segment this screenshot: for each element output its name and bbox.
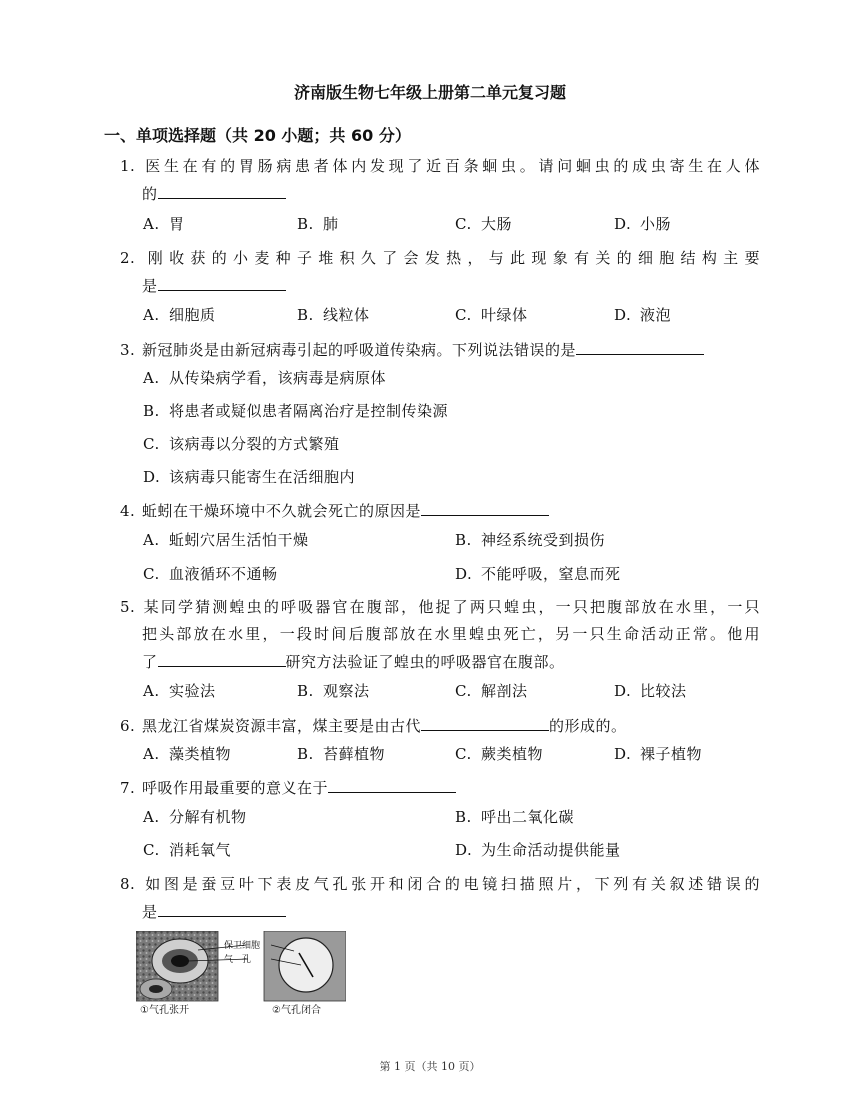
question-number: 3. — [120, 341, 136, 359]
stoma-closed-image — [264, 931, 346, 1001]
stoma-open-image — [136, 931, 218, 1001]
question-stem: 如图是蚕豆叶下表皮气孔张开和闭合的电镜扫描照片，下列有关叙述错误的 — [142, 875, 760, 893]
option-b[interactable]: B. 线粒体 — [297, 306, 370, 324]
answer-blank[interactable] — [158, 898, 286, 917]
question-number: 7. — [120, 779, 136, 797]
question-stem: 医生在有的胃肠病患者体内发现了近百条蛔虫。请问蛔虫的成虫寄生在人体 — [142, 157, 760, 175]
option-c[interactable]: C. 血液循环不通畅 — [143, 565, 278, 583]
option-c[interactable]: C. 叶绿体 — [455, 306, 528, 324]
option-b[interactable]: B. 呼出二氧化碳 — [455, 808, 575, 826]
question-stem: 刚收获的小麦种子堆积久了会发热，与此现象有关的细胞结构主要 — [142, 249, 760, 267]
question-2 — [120, 245, 760, 300]
option-a[interactable]: A. 蚯蚓穴居生活怕干燥 — [143, 531, 309, 549]
option-a[interactable]: A. 藻类植物 — [143, 745, 232, 763]
option-d[interactable]: D. 为生命活动提供能量 — [455, 841, 621, 859]
question-stem: 新冠肺炎是由新冠病毒引起的呼吸道传染病。下列说法错误的是 — [142, 341, 577, 359]
option-a[interactable]: A. 实验法 — [143, 682, 216, 700]
answer-blank[interactable] — [421, 497, 549, 516]
option-d[interactable]: D. 比较法 — [614, 682, 687, 700]
caption-open: ①气孔张开 — [140, 1005, 189, 1016]
label-stoma: 气 孔 — [224, 955, 252, 965]
question-number: 2. — [120, 249, 136, 267]
question-6 — [120, 712, 760, 740]
option-d[interactable]: D. 该病毒只能寄生在活细胞内 — [143, 468, 356, 486]
answer-blank[interactable] — [328, 774, 456, 793]
option-b[interactable]: B. 将患者或疑似患者隔离治疗是控制传染源 — [143, 402, 449, 420]
question-stem: 黑龙江省煤炭资源丰富，煤主要是由古代 — [142, 717, 422, 735]
option-b[interactable]: B. 观察法 — [297, 682, 370, 700]
page-footer: 第 1 页（共 10 页） — [379, 1060, 481, 1073]
question-stem-cont: 研究方法验证了蝗虫的呼吸器官在腹部。 — [285, 653, 565, 671]
question-stem-cont: 把头部放在水里，一段时间后腹部放在水里蝗虫死亡，另一只生命活动正常。他用 — [142, 625, 760, 643]
option-d[interactable]: D. 液泡 — [614, 306, 672, 324]
question-8 — [120, 871, 760, 926]
option-c[interactable]: C. 大肠 — [455, 215, 513, 233]
question-number: 6. — [120, 717, 136, 735]
question-stem-cont: 是 — [142, 903, 158, 921]
caption-closed: ②气孔闭合 — [272, 1005, 321, 1016]
question-5 — [120, 594, 760, 676]
option-a[interactable]: A. 从传染病学看，该病毒是病原体 — [143, 369, 387, 387]
label-guard-cell: 保卫细胞 — [224, 941, 261, 951]
question-stem: 某同学猜测蝗虫的呼吸器官在腹部，他捉了两只蝗虫，一只把腹部放在水里，一只 — [142, 598, 760, 616]
question-4 — [120, 497, 760, 525]
question-number: 4. — [120, 502, 136, 520]
option-c[interactable]: C. 蕨类植物 — [455, 745, 544, 763]
option-c[interactable]: C. 消耗氧气 — [143, 841, 232, 859]
option-a[interactable]: A. 细胞质 — [143, 306, 216, 324]
option-d[interactable]: D. 小肠 — [614, 215, 672, 233]
answer-blank[interactable] — [158, 272, 286, 291]
option-a[interactable]: A. 分解有机物 — [143, 808, 247, 826]
question-stem-cont: 的 — [142, 185, 158, 203]
question-stem-cont: 了 — [142, 653, 158, 671]
question-number: 5. — [120, 598, 136, 616]
question-stem-cont: 的形成的。 — [549, 717, 627, 735]
stomata-figure — [136, 931, 346, 1017]
option-d[interactable]: D. 不能呼吸，窒息而死 — [455, 565, 621, 583]
question-stem: 呼吸作用最重要的意义在于 — [142, 779, 329, 797]
question-7 — [120, 774, 760, 802]
option-b[interactable]: B. 神经系统受到损伤 — [455, 531, 606, 549]
question-number: 1. — [120, 157, 136, 175]
answer-blank[interactable] — [158, 180, 286, 199]
section-heading: 一、单项选择题（共 20 小题；共 60 分） — [104, 126, 411, 145]
answer-blank[interactable] — [576, 336, 704, 355]
question-stem-cont: 是 — [142, 277, 158, 295]
answer-blank[interactable] — [158, 648, 286, 667]
question-stem: 蚯蚓在干燥环境中不久就会死亡的原因是 — [142, 502, 422, 520]
question-number: 8. — [120, 875, 136, 893]
question-3 — [120, 336, 760, 364]
option-a[interactable]: A. 胃 — [143, 215, 185, 233]
option-b[interactable]: B. 苔藓植物 — [297, 745, 386, 763]
option-c[interactable]: C. 该病毒以分裂的方式繁殖 — [143, 435, 340, 453]
answer-blank[interactable] — [421, 712, 549, 731]
option-d[interactable]: D. 裸子植物 — [614, 745, 703, 763]
question-1 — [120, 153, 760, 208]
page-title: 济南版生物七年级上册第二单元复习题 — [293, 83, 566, 102]
option-b[interactable]: B. 肺 — [297, 215, 339, 233]
option-c[interactable]: C. 解剖法 — [455, 682, 528, 700]
